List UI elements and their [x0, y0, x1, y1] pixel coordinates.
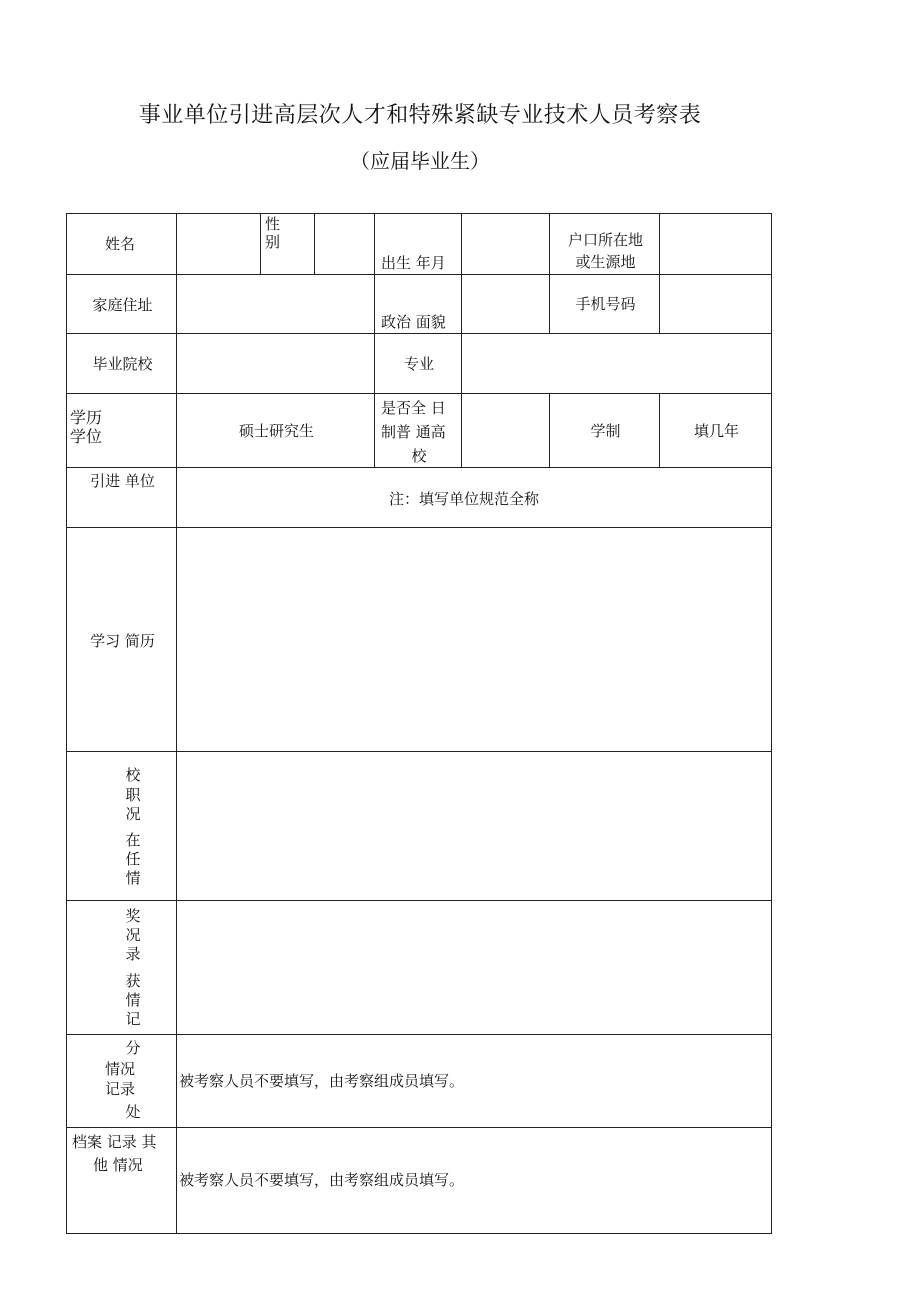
position-label-6: 情 — [125, 869, 141, 887]
hukou-label-cell — [549, 213, 660, 275]
awards-label-5: 情 — [125, 991, 141, 1009]
gender-label-2: 别 — [265, 233, 281, 251]
position-label-5: 任 — [125, 850, 141, 868]
discipline-input[interactable] — [176, 1034, 772, 1128]
gender-input[interactable] — [314, 213, 375, 275]
page-title: 事业单位引进高层次人才和特殊紧缺专业技术人员考察表 — [138, 103, 702, 128]
degree-value: 硕士研究生 — [238, 422, 314, 440]
awards-label-2: 况 — [125, 926, 141, 944]
awards-label-cell — [66, 900, 177, 1035]
political-label-cell — [374, 274, 462, 334]
discipline-label-3: 记录 — [105, 1080, 136, 1098]
duration-value-cell[interactable] — [659, 393, 772, 468]
discipline-label-4: 处 — [125, 1103, 141, 1121]
birth-input[interactable] — [461, 213, 550, 275]
position-label-cell — [66, 751, 177, 901]
political-input[interactable] — [461, 274, 550, 334]
unit-label: 引进 单位 — [90, 472, 155, 490]
fulltime-label-cell — [374, 393, 462, 468]
school-label: 毕业院校 — [92, 355, 153, 373]
awards-label-1: 奖 — [125, 907, 141, 925]
political-label: 政治 面貌 — [381, 313, 446, 331]
study-input[interactable] — [176, 527, 772, 752]
hukou-label-1: 户口所在地 — [567, 231, 643, 249]
major-label-cell — [374, 333, 462, 394]
duration-label-cell — [549, 393, 660, 468]
birth-label-cell — [374, 213, 462, 275]
unit-label-cell — [66, 467, 177, 528]
position-label-3: 况 — [125, 805, 141, 823]
archive-label-2: 他 情况 — [93, 1156, 143, 1174]
phone-label-cell — [549, 274, 660, 334]
major-input[interactable] — [461, 333, 772, 394]
unit-input[interactable] — [176, 467, 772, 528]
hukou-input[interactable] — [659, 213, 772, 275]
archive-label-cell — [66, 1127, 177, 1234]
discipline-label-1: 分 — [125, 1039, 141, 1057]
gender-label-cell — [260, 213, 315, 275]
position-label-4: 在 — [125, 831, 141, 849]
study-label-cell — [66, 527, 177, 752]
degree-label-2: 学位 — [70, 427, 103, 446]
name-input[interactable] — [176, 213, 261, 275]
archive-label-1: 档案 记录 其 — [72, 1133, 157, 1151]
name-label-cell — [66, 213, 177, 275]
gender-label-1: 性 — [265, 215, 281, 233]
archive-input[interactable] — [176, 1127, 772, 1234]
phone-label: 手机号码 — [575, 295, 636, 313]
discipline-label-2: 情况 — [105, 1060, 136, 1078]
awards-input[interactable] — [176, 900, 772, 1035]
degree-label-cell — [66, 393, 177, 468]
phone-input[interactable] — [659, 274, 772, 334]
position-input[interactable] — [176, 751, 772, 901]
fulltime-label-1: 是否全 日 — [381, 399, 446, 417]
address-label: 家庭住址 — [92, 296, 153, 314]
address-label-cell — [66, 274, 177, 334]
study-label: 学习 简历 — [90, 632, 155, 650]
awards-label-4: 获 — [125, 972, 141, 990]
unit-note: 注：填写单位规范全称 — [389, 490, 540, 508]
school-input[interactable] — [176, 333, 375, 394]
major-label: 专业 — [403, 355, 434, 373]
duration-label: 学制 — [590, 422, 621, 440]
discipline-note: 被考察人员不要填写，由考察组成员填写。 — [179, 1072, 465, 1090]
school-label-cell — [66, 333, 177, 394]
degree-value-cell[interactable] — [176, 393, 375, 468]
fulltime-input[interactable] — [461, 393, 550, 468]
position-label-1: 校 — [125, 766, 141, 784]
fulltime-label-2: 制普 通高 — [381, 423, 446, 441]
archive-note: 被考察人员不要填写，由考察组成员填写。 — [179, 1171, 465, 1189]
awards-label-6: 记 — [125, 1010, 141, 1028]
duration-value: 填几年 — [693, 422, 739, 440]
position-label-2: 职 — [125, 786, 141, 804]
birth-label: 出生 年月 — [381, 254, 446, 272]
hukou-label-2: 或生源地 — [575, 253, 636, 271]
fulltime-label-3: 校 — [411, 447, 427, 465]
awards-label-3: 录 — [125, 945, 141, 963]
name-label: 姓名 — [105, 235, 136, 253]
page-subtitle: （应届毕业生） — [350, 149, 490, 173]
address-input[interactable] — [176, 274, 375, 334]
discipline-label-cell — [66, 1034, 177, 1128]
degree-label-1: 学历 — [70, 408, 103, 427]
